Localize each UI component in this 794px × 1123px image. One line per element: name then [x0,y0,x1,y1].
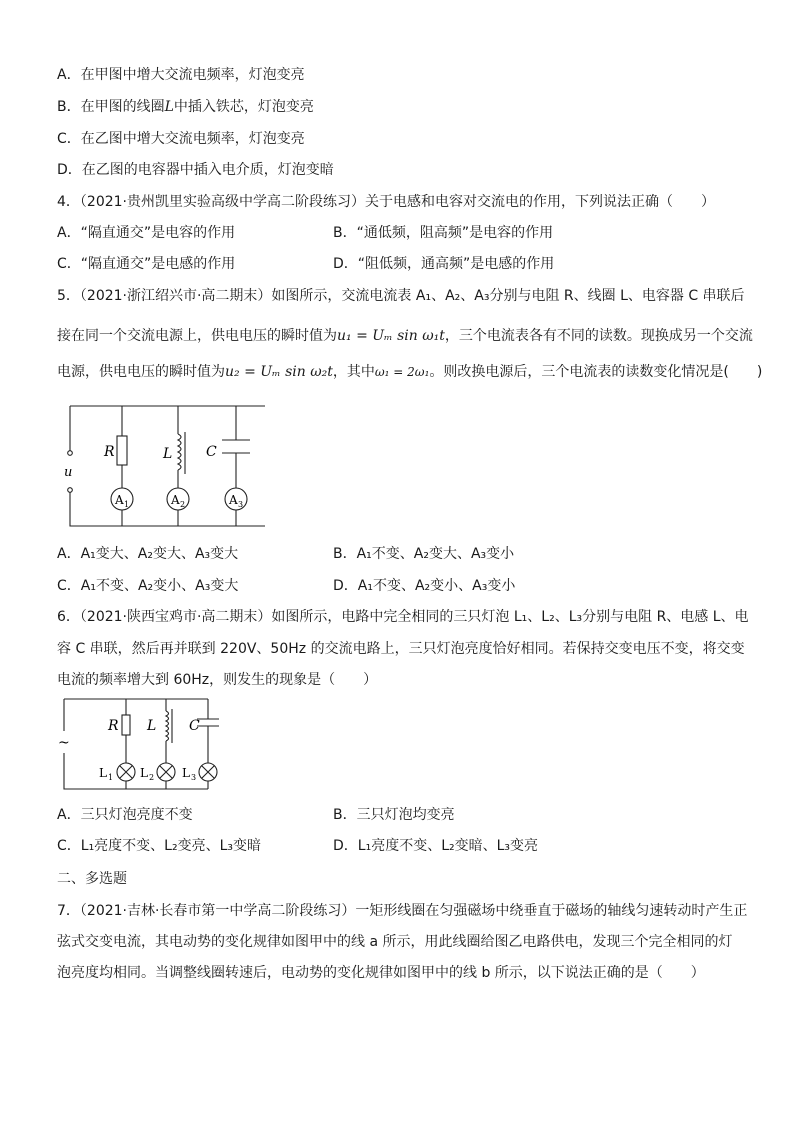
q6-capacitor [197,719,219,726]
q5-formula3: ω₁ = 2ω₁ [374,365,430,379]
q5-ammeter-a2-label: A [171,493,180,507]
q5-ammeter-a1-label: A [115,493,124,507]
q6-lamp-l3-label: L [182,766,190,780]
q5-terminal-bottom [68,488,73,493]
q5-option-c: C．A₁不变、A₂变小、A₃变大 [57,578,239,594]
q4-stem: 4．（2021·贵州凯里实验高级中学高二阶段练习）关于电感和电容对交流电的作用，下列说法正确（ ） [57,194,715,210]
q3-option-b-part2: 中插入铁芯，灯泡变亮 [173,99,314,115]
q5-label-r: R [104,444,115,460]
q3-option-a: A．在甲图中增大交流电频率，灯泡变亮 [57,67,305,83]
q5-circuit-diagram [60,398,270,533]
q6-resistor [122,715,130,735]
q4-option-a: A．“隔直通交”是电容的作用 [57,225,236,241]
q5-line2a: 接在同一个交流电源上，供电电压的瞬时值为 [57,328,337,344]
q5-option-b: B．A₁不变、A₂变大、A₃变小 [333,546,515,562]
q4-option-b: B．“通低频，阻高频”是电容的作用 [333,225,554,241]
q5-label-l: L [163,446,173,462]
q6-lamp-l1-sub: 1 [108,773,114,782]
q6-inductor-coil [166,711,169,741]
q3-option-b-L: L [164,99,174,115]
q6-label-l: L [147,718,157,734]
q6-lamp-l2-sub: 2 [149,773,155,782]
q5-line2 [57,327,753,345]
q6-line1: 6．（2021·陕西宝鸡市·高二期末）如图所示，电路中完全相同的三只灯泡 L₁、L₂、L₃分别与电阻 R、电感 L、电 [57,609,749,625]
q5-ammeter-a2-sub: 2 [180,500,186,509]
q5-inductor-coil [178,434,181,470]
q6-circuit-diagram [58,695,228,795]
q5-label-u: u [64,465,73,480]
q5-formula2: u₂ = Uₘ sin ω₂t [225,364,333,380]
q6-option-d: D．L₁亮度不变、L₂变暗、L₃变亮 [333,838,539,854]
q4-option-c: C．“隔直通交”是电感的作用 [57,256,236,272]
q5-capacitor [222,440,250,453]
q6-lamp-l3-sub: 3 [191,773,197,782]
q5-line2b: ，三个电流表各有不同的读数。现换成另一个交流 [444,328,753,344]
q5-option-d: D．A₁不变、A₂变小、A₃变小 [333,578,516,594]
q5-ammeter-a1-sub: 1 [124,500,130,509]
q6-label-r: R [108,718,119,734]
q5-terminal-top [68,451,73,456]
q5-ammeter-a3-label: A [229,493,238,507]
q5-line3c: 。则改换电源后，三个电流表的读数变化情况是( ) [429,364,763,380]
q3-option-b [57,98,314,116]
q5-line3 [57,363,762,381]
q7-line1: 7．（2021·吉林·长春市第一中学高二阶段练习）一矩形线圈在匀强磁场中绕垂直于磁场的轴线匀速转动时产生正 [57,903,748,919]
q3-option-b-part1: B．在甲图的线圈 [57,99,165,115]
q6-line3: 电流的频率增大到 60Hz，则发生的现象是（ ） [57,672,378,688]
q6-lamp-l2-label: L [140,766,148,780]
q5-line3a: 电源，供电电压的瞬时值为 [57,364,225,380]
q6-line2: 容 C 串联，然后再并联到 220V、50Hz 的交流电路上，三只灯泡亮度恰好相同。若保持交变电压不变，将交变 [57,641,745,657]
q5-label-c: C [206,444,217,460]
q5-line3b: ，其中 [332,364,375,380]
q3-option-d: D．在乙图的电容器中插入电介质，灯泡变暗 [57,162,334,178]
q3-option-c: C．在乙图中增大交流电频率，灯泡变亮 [57,131,305,147]
q6-option-c: C．L₁亮度不变、L₂变亮、L₃变暗 [57,838,262,854]
q6-lamp-l1-label: L [99,766,107,780]
q5-option-a: A．A₁变大、A₂变大、A₃变大 [57,546,239,562]
q6-ac-source-symbol: ~ [58,735,70,751]
q5-line1: 5．（2021·浙江绍兴市·高二期末）如图所示，交流电流表 A₁、A₂、A₃分别与电阻 R、线圈 L、电容器 C 串联后 [57,288,745,304]
q7-line2: 弦式交变电流，其电动势的变化规律如图甲中的线 a 所示，用此线圈给图乙电路供电，发现三个完全相同的灯 [57,934,733,950]
q5-formula1: u₁ = Uₘ sin ω₁t [337,328,445,344]
q5-ammeter-a3-sub: 3 [238,500,244,509]
q6-label-c: C [189,718,200,734]
q6-option-a: A．三只灯泡亮度不变 [57,807,193,823]
q7-line3: 泡亮度均相同。当调整线圈转速后，电动势的变化规律如图甲中的线 b 所示，以下说法正确的是（ ） [57,965,705,981]
q6-option-b: B．三只灯泡均变亮 [333,807,455,823]
section-title-multiple-choice: 二、多选题 [57,871,127,887]
q4-option-d: D．“阻低频，通高频”是电感的作用 [333,256,555,272]
q5-resistor [117,436,127,465]
